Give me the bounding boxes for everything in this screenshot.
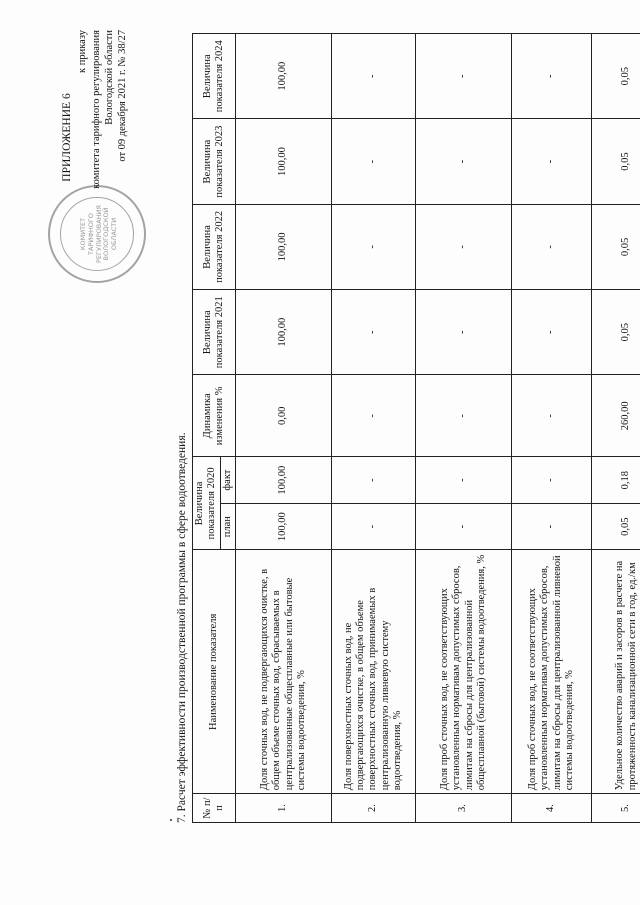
row-indicator-name: Доля сточных вод, не подвергающихся очистке, в общем объеме сточных вод, сбрасываемых в централизованные общесплавные или бытовые системы водоотведения, % bbox=[236, 550, 332, 794]
row-dynamics: 0,00 bbox=[236, 375, 332, 457]
row-2022: - bbox=[332, 204, 416, 289]
row-2023: 100,00 bbox=[236, 119, 332, 204]
efficiency-table bbox=[192, 33, 640, 823]
row-number: 4. bbox=[512, 794, 592, 823]
header-no: № п/п bbox=[193, 794, 236, 823]
row-dynamics: - bbox=[416, 375, 512, 457]
stamp-text: КОМИТЕТ ТАРИФНОГО РЕГУЛИРОВАНИЯ ВОЛОГОДСКОЙ ОБЛАСТИ bbox=[79, 205, 119, 263]
row-indicator-name: Доля проб сточных вод, не соответствующих установленным нормативам допустимых сбросов, лимитам на сбросы для централизованной ливневой системы водоотведения, % bbox=[512, 550, 592, 794]
row-2023: - bbox=[512, 119, 592, 204]
header-line-1: к приказу bbox=[77, 30, 89, 73]
header-line-4: от 09 декабря 2021 г. № 38/27 bbox=[116, 30, 128, 162]
row-2024: 0,05 bbox=[592, 34, 640, 119]
row-number: 5. bbox=[592, 794, 640, 823]
row-2021: - bbox=[332, 290, 416, 375]
row-fact: 100,00 bbox=[236, 457, 332, 504]
table-row bbox=[512, 34, 592, 823]
table-row bbox=[592, 34, 640, 823]
row-indicator-name: Удельное количество аварий и засоров в расчете на протяженность канализационной сети в год, ед./км bbox=[592, 550, 640, 794]
row-2022: 100,00 bbox=[236, 204, 332, 289]
row-dynamics: - bbox=[512, 375, 592, 457]
row-2022: - bbox=[416, 204, 512, 289]
row-2024: - bbox=[416, 34, 512, 119]
row-plan: 0,05 bbox=[592, 503, 640, 550]
appendix-title: ПРИЛОЖЕНИЕ 6 bbox=[61, 93, 73, 182]
header-fact: факт bbox=[220, 457, 235, 504]
header-2023: Величина показателя 2023 bbox=[193, 119, 236, 204]
header-2022: Величина показателя 2022 bbox=[193, 204, 236, 289]
header-dynamics: Динамика изменения % bbox=[193, 375, 236, 457]
row-2021: - bbox=[416, 290, 512, 375]
row-plan: 100,00 bbox=[236, 503, 332, 550]
row-number: 2. bbox=[332, 794, 416, 823]
header-line-3: Вологодской области bbox=[103, 30, 115, 125]
row-2021: 0,05 bbox=[592, 290, 640, 375]
row-plan: - bbox=[416, 503, 512, 550]
row-indicator-name: Доля проб сточных вод, не соответствующих установленным нормативам допустимых сбросов, лимитам на сбросы для централизованной общесплавной (бытовой) системы водоотведения, % bbox=[416, 550, 512, 794]
header-plan: план bbox=[220, 503, 235, 550]
row-2024: - bbox=[332, 34, 416, 119]
scan-dot bbox=[170, 819, 172, 821]
header-2024: Величина показателя 2024 bbox=[193, 34, 236, 119]
header-2020: Величина показателя 2020 bbox=[193, 457, 221, 550]
header-2021: Величина показателя 2021 bbox=[193, 290, 236, 375]
appendix-header bbox=[60, 30, 129, 245]
row-2022: - bbox=[512, 204, 592, 289]
row-fact: 0,18 bbox=[592, 457, 640, 504]
row-2023: - bbox=[416, 119, 512, 204]
header-line-2: комитета тарифного регулирования bbox=[90, 30, 102, 189]
row-fact: - bbox=[332, 457, 416, 504]
row-2021: - bbox=[512, 290, 592, 375]
row-2023: 0,05 bbox=[592, 119, 640, 204]
row-2024: - bbox=[512, 34, 592, 119]
row-fact: - bbox=[512, 457, 592, 504]
table-row bbox=[236, 34, 332, 823]
row-2021: 100,00 bbox=[236, 290, 332, 375]
row-plan: - bbox=[512, 503, 592, 550]
row-fact: - bbox=[416, 457, 512, 504]
table-row bbox=[416, 34, 512, 823]
row-2023: - bbox=[332, 119, 416, 204]
table-row bbox=[332, 34, 416, 823]
row-plan: - bbox=[332, 503, 416, 550]
row-2022: 0,05 bbox=[592, 204, 640, 289]
header-name: Наименование показателя bbox=[193, 550, 236, 794]
row-dynamics: - bbox=[332, 375, 416, 457]
row-dynamics: 260,00 bbox=[592, 375, 640, 457]
row-indicator-name: Доля поверхностных сточных вод, не подвергающихся очистке, в общем объеме поверхностных сточных вод, принимаемых в централизованную ливневую систему водоотведения, % bbox=[332, 550, 416, 794]
row-2024: 100,00 bbox=[236, 34, 332, 119]
row-number: 1. bbox=[236, 794, 332, 823]
section-title: 7. Расчет эффективности производственной программы в сфере водоотведения. bbox=[176, 432, 188, 823]
row-number: 3. bbox=[416, 794, 512, 823]
